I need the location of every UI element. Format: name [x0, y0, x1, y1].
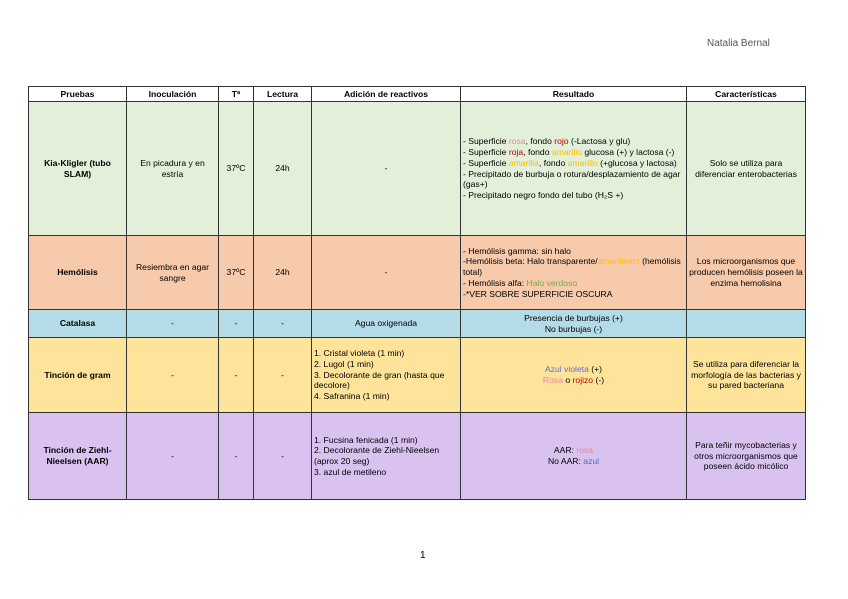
resultado-line: - Hemólisis gamma: sin halo	[463, 245, 571, 256]
temp-cell: 37ºC	[219, 102, 254, 236]
caracteristicas-cell: Para teñir mycobacterias y otros microorganismos que poseen ácido micólico	[687, 413, 806, 500]
resultado-line: - Superficie amarilla, fondo amarillo (+glucosa y lactosa)	[463, 157, 677, 168]
prueba-cell: Tinción de gram	[29, 338, 127, 413]
reactivos-cell: -	[312, 236, 461, 310]
caracteristicas-cell: Solo se utiliza para diferenciar enterobacterias	[687, 102, 806, 236]
prueba-cell: Catalasa	[29, 310, 127, 338]
resultado-line: -Hemólisis beta: Halo transparente/amarillento (hemólisis total)	[463, 256, 681, 278]
header-inoculacion: Inoculación	[127, 87, 219, 102]
reactivos-cell	[312, 338, 461, 413]
header-resultado: Resultado	[461, 87, 687, 102]
reactivo-step: 1. Cristal violeta (1 min)	[314, 348, 405, 359]
reactivos-cell: Agua oxigenada	[312, 310, 461, 338]
reactivo-step: 2. Decolorante de Ziehl-Nieelsen (aprox 20 seg)	[314, 445, 440, 466]
reactivo-step: 4. Safranina (1 min)	[314, 391, 390, 402]
caracteristicas-cell: Los microorganismos que producen hemólisis poseen la enzima hemolisina	[687, 236, 806, 310]
resultado-cell	[461, 102, 687, 236]
header-temperatura: Tª	[219, 87, 254, 102]
prueba-cell: Kia-Kligler (tubo SLAM)	[29, 102, 127, 236]
prueba-cell: Tinción de Ziehl-Nieelsen (AAR)	[29, 413, 127, 500]
resultado-line: - Superficie roja, fondo amarillo glucosa (+) y lactosa (-)	[463, 147, 675, 158]
table-header-row	[29, 87, 806, 102]
resultado-line: Azul violeta (+)	[544, 364, 603, 375]
temp-cell: -	[219, 413, 254, 500]
table-row-catalasa	[29, 310, 806, 338]
resultado-cell	[461, 413, 687, 500]
reactivo-step: 1. Fucsina fenicada (1 min)	[314, 434, 418, 445]
lectura-cell: 24h	[254, 236, 312, 310]
temp-cell: -	[219, 310, 254, 338]
resultado-cell	[461, 236, 687, 310]
page-number: 1	[420, 550, 426, 561]
table-row-hemolisis	[29, 236, 806, 310]
resultado-line: No AAR: azul	[547, 456, 600, 466]
resultado-line: - Hemólisis alfa: Halo verdoso	[463, 277, 578, 288]
table-row-kia	[29, 102, 806, 236]
caracteristicas-cell: Se utiliza para diferenciar la morfología de las bacterias y su pared bacteriana	[687, 338, 806, 413]
resultado-line: -*VER SOBRE SUPERFICIE OSCURA	[463, 288, 613, 299]
caracteristicas-cell	[687, 310, 806, 338]
reactivo-step: 2. Lugol (1 min)	[314, 358, 374, 369]
reactivo-step: 3. Decolorante de gran (hasta que decolore)	[314, 369, 445, 391]
prueba-cell: Hemólisis	[29, 236, 127, 310]
resultado-line: AAR: rosa	[553, 445, 594, 456]
lectura-cell: -	[254, 310, 312, 338]
inoculacion-cell: -	[127, 413, 219, 500]
reactivo-step: 3. azul de metileno	[314, 466, 387, 477]
resultado-line: Presencia de burbujas (+)	[524, 312, 623, 323]
lectura-cell: -	[254, 338, 312, 413]
microbiology-tests-table	[28, 86, 806, 500]
inoculacion-cell: -	[127, 338, 219, 413]
lectura-cell: -	[254, 413, 312, 500]
header-caracteristicas: Características	[687, 87, 806, 102]
resultado-line: - Precipitado negro fondo del tubo (H₂S +)	[463, 189, 624, 200]
inoculacion-cell: -	[127, 310, 219, 338]
resultado-line: - Superficie rosa, fondo rojo (-Lactosa y glu)	[463, 136, 631, 147]
lectura-cell: 24h	[254, 102, 312, 236]
inoculacion-cell: En picadura y en estría	[127, 102, 219, 236]
temp-cell: 37ºC	[219, 236, 254, 310]
reactivos-cell	[312, 413, 461, 500]
inoculacion-cell: Resiembra en agar sangre	[127, 236, 219, 310]
header-lectura: Lectura	[254, 87, 312, 102]
temp-cell: -	[219, 338, 254, 413]
author-name: Natalia Bernal	[707, 38, 770, 49]
header-reactivos: Adición de reactivos	[312, 87, 461, 102]
table-row-gram	[29, 338, 806, 413]
reactivos-cell: -	[312, 102, 461, 236]
resultado-cell	[461, 338, 687, 413]
header-pruebas: Pruebas	[29, 87, 127, 102]
resultado-cell	[461, 310, 687, 338]
resultado-line: No burbujas (-)	[544, 323, 603, 334]
resultado-line: Rosa o rojizo (-)	[542, 375, 605, 385]
resultado-line: - Precipitado de burbuja o rotura/desplazamiento de agar (gas+)	[463, 168, 681, 190]
table-row-ziehl	[29, 413, 806, 500]
